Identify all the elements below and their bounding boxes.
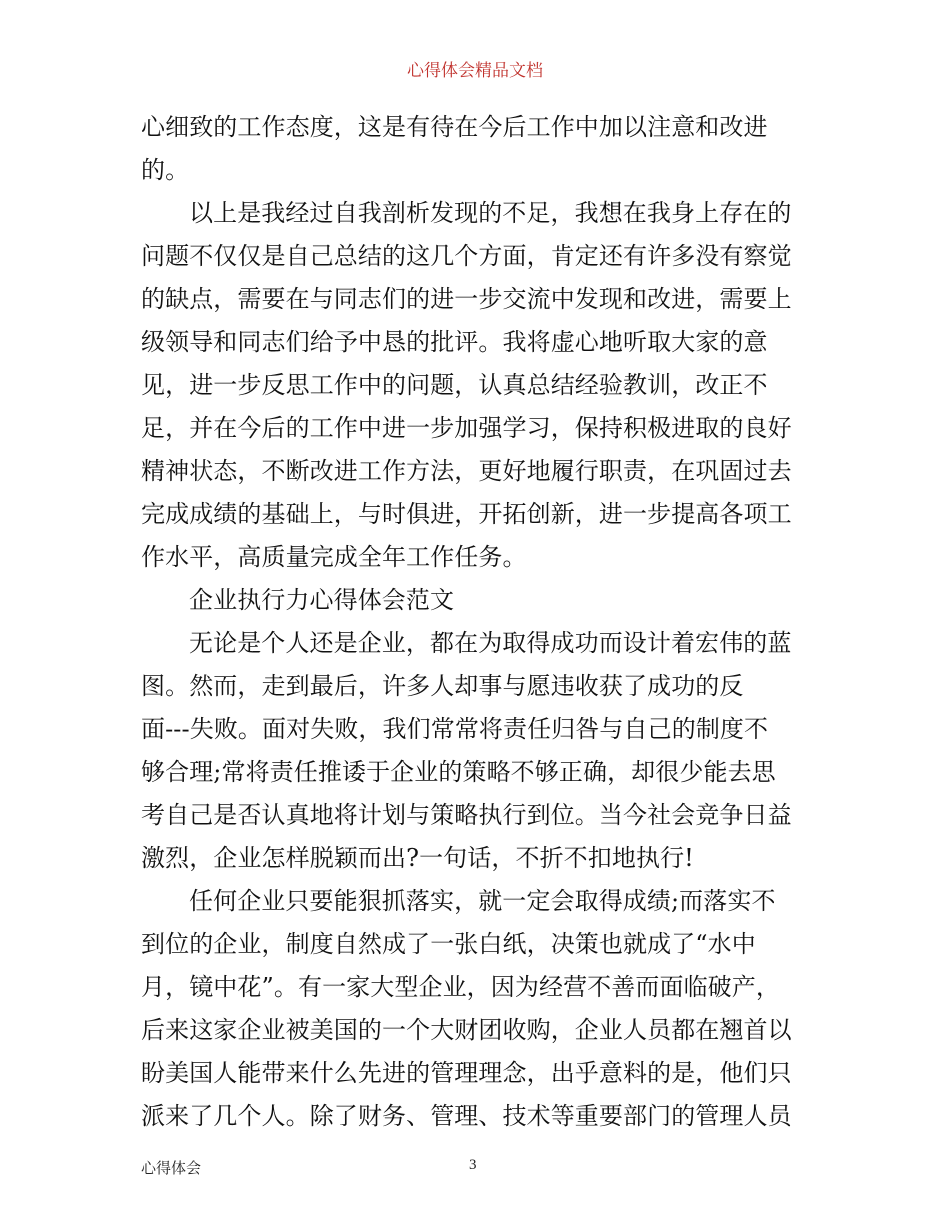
text-line: 盼美国人能带来什么先进的管理理念，出乎意料的是，他们只 <box>141 1059 792 1087</box>
text-line: 精神状态，不断改进工作方法，更好地履行职责，在巩固过去 <box>141 457 792 485</box>
paragraph-start-line: 无论是个人还是企业，都在为取得成功而设计着宏伟的蓝 <box>189 629 792 657</box>
text-line: 的缺点，需要在与同志们的进一步交流中发现和改进，需要上 <box>141 285 792 313</box>
text-line: 到位的企业，制度自然成了一张白纸，决策也就成了“水中 <box>141 930 756 958</box>
text-line: 完成成绩的基础上，与时俱进，开拓创新，进一步提高各项工 <box>141 500 792 528</box>
text-line: 问题不仅仅是自己总结的这几个方面，肯定还有许多没有察觉 <box>141 242 792 270</box>
text-line: 的。 <box>141 156 190 184</box>
text-line: 心细致的工作态度，这是有待在今后工作中加以注意和改进 <box>141 113 768 141</box>
section-heading: 企业执行力心得体会范文 <box>189 586 455 614</box>
text-line: 足，并在今后的工作中进一步加强学习，保持积极进取的良好 <box>141 414 792 442</box>
text-line: 月，镜中花”。有一家大型企业，因为经营不善而面临破产， <box>141 973 780 1001</box>
text-line: 面---失败。面对失败，我们常常将责任归咎与自己的制度不 <box>141 715 769 743</box>
text-line: 激烈，企业怎样脱颖而出?一句话，不折不扣地执行! <box>141 844 694 872</box>
footer-label: 心得体会 <box>141 1159 202 1177</box>
page-number: 3 <box>469 1157 477 1173</box>
document-body <box>141 106 813 1138</box>
paragraph-start-line: 以上是我经过自我剖析发现的不足，我想在我身上存在的 <box>189 199 792 227</box>
text-line: 作水平，高质量完成全年工作任务。 <box>141 543 527 571</box>
text-line: 图。然而，走到最后，许多人却事与愿违收获了成功的反 <box>141 672 744 700</box>
paragraph-start-line: 任何企业只要能狠抓落实，就一定会取得成绩;而落实不 <box>189 887 776 915</box>
text-line: 考自己是否认真地将计划与策略执行到位。当今社会竞争日益 <box>141 801 792 829</box>
text-line: 后来这家企业被美国的一个大财团收购，企业人员都在翘首以 <box>141 1016 792 1044</box>
text-line: 见，进一步反思工作中的问题，认真总结经验教训，改正不 <box>141 371 768 399</box>
text-line: 派来了几个人。除了财务、管理、技术等重要部门的管理人员 <box>141 1102 792 1130</box>
page-header-title: 心得体会精品文档 <box>407 61 543 81</box>
text-line: 够合理;常将责任推诿于企业的策略不够正确，却很少能去思 <box>141 758 776 786</box>
text-line: 级领导和同志们给予中恳的批评。我将虚心地听取大家的意 <box>141 328 768 356</box>
